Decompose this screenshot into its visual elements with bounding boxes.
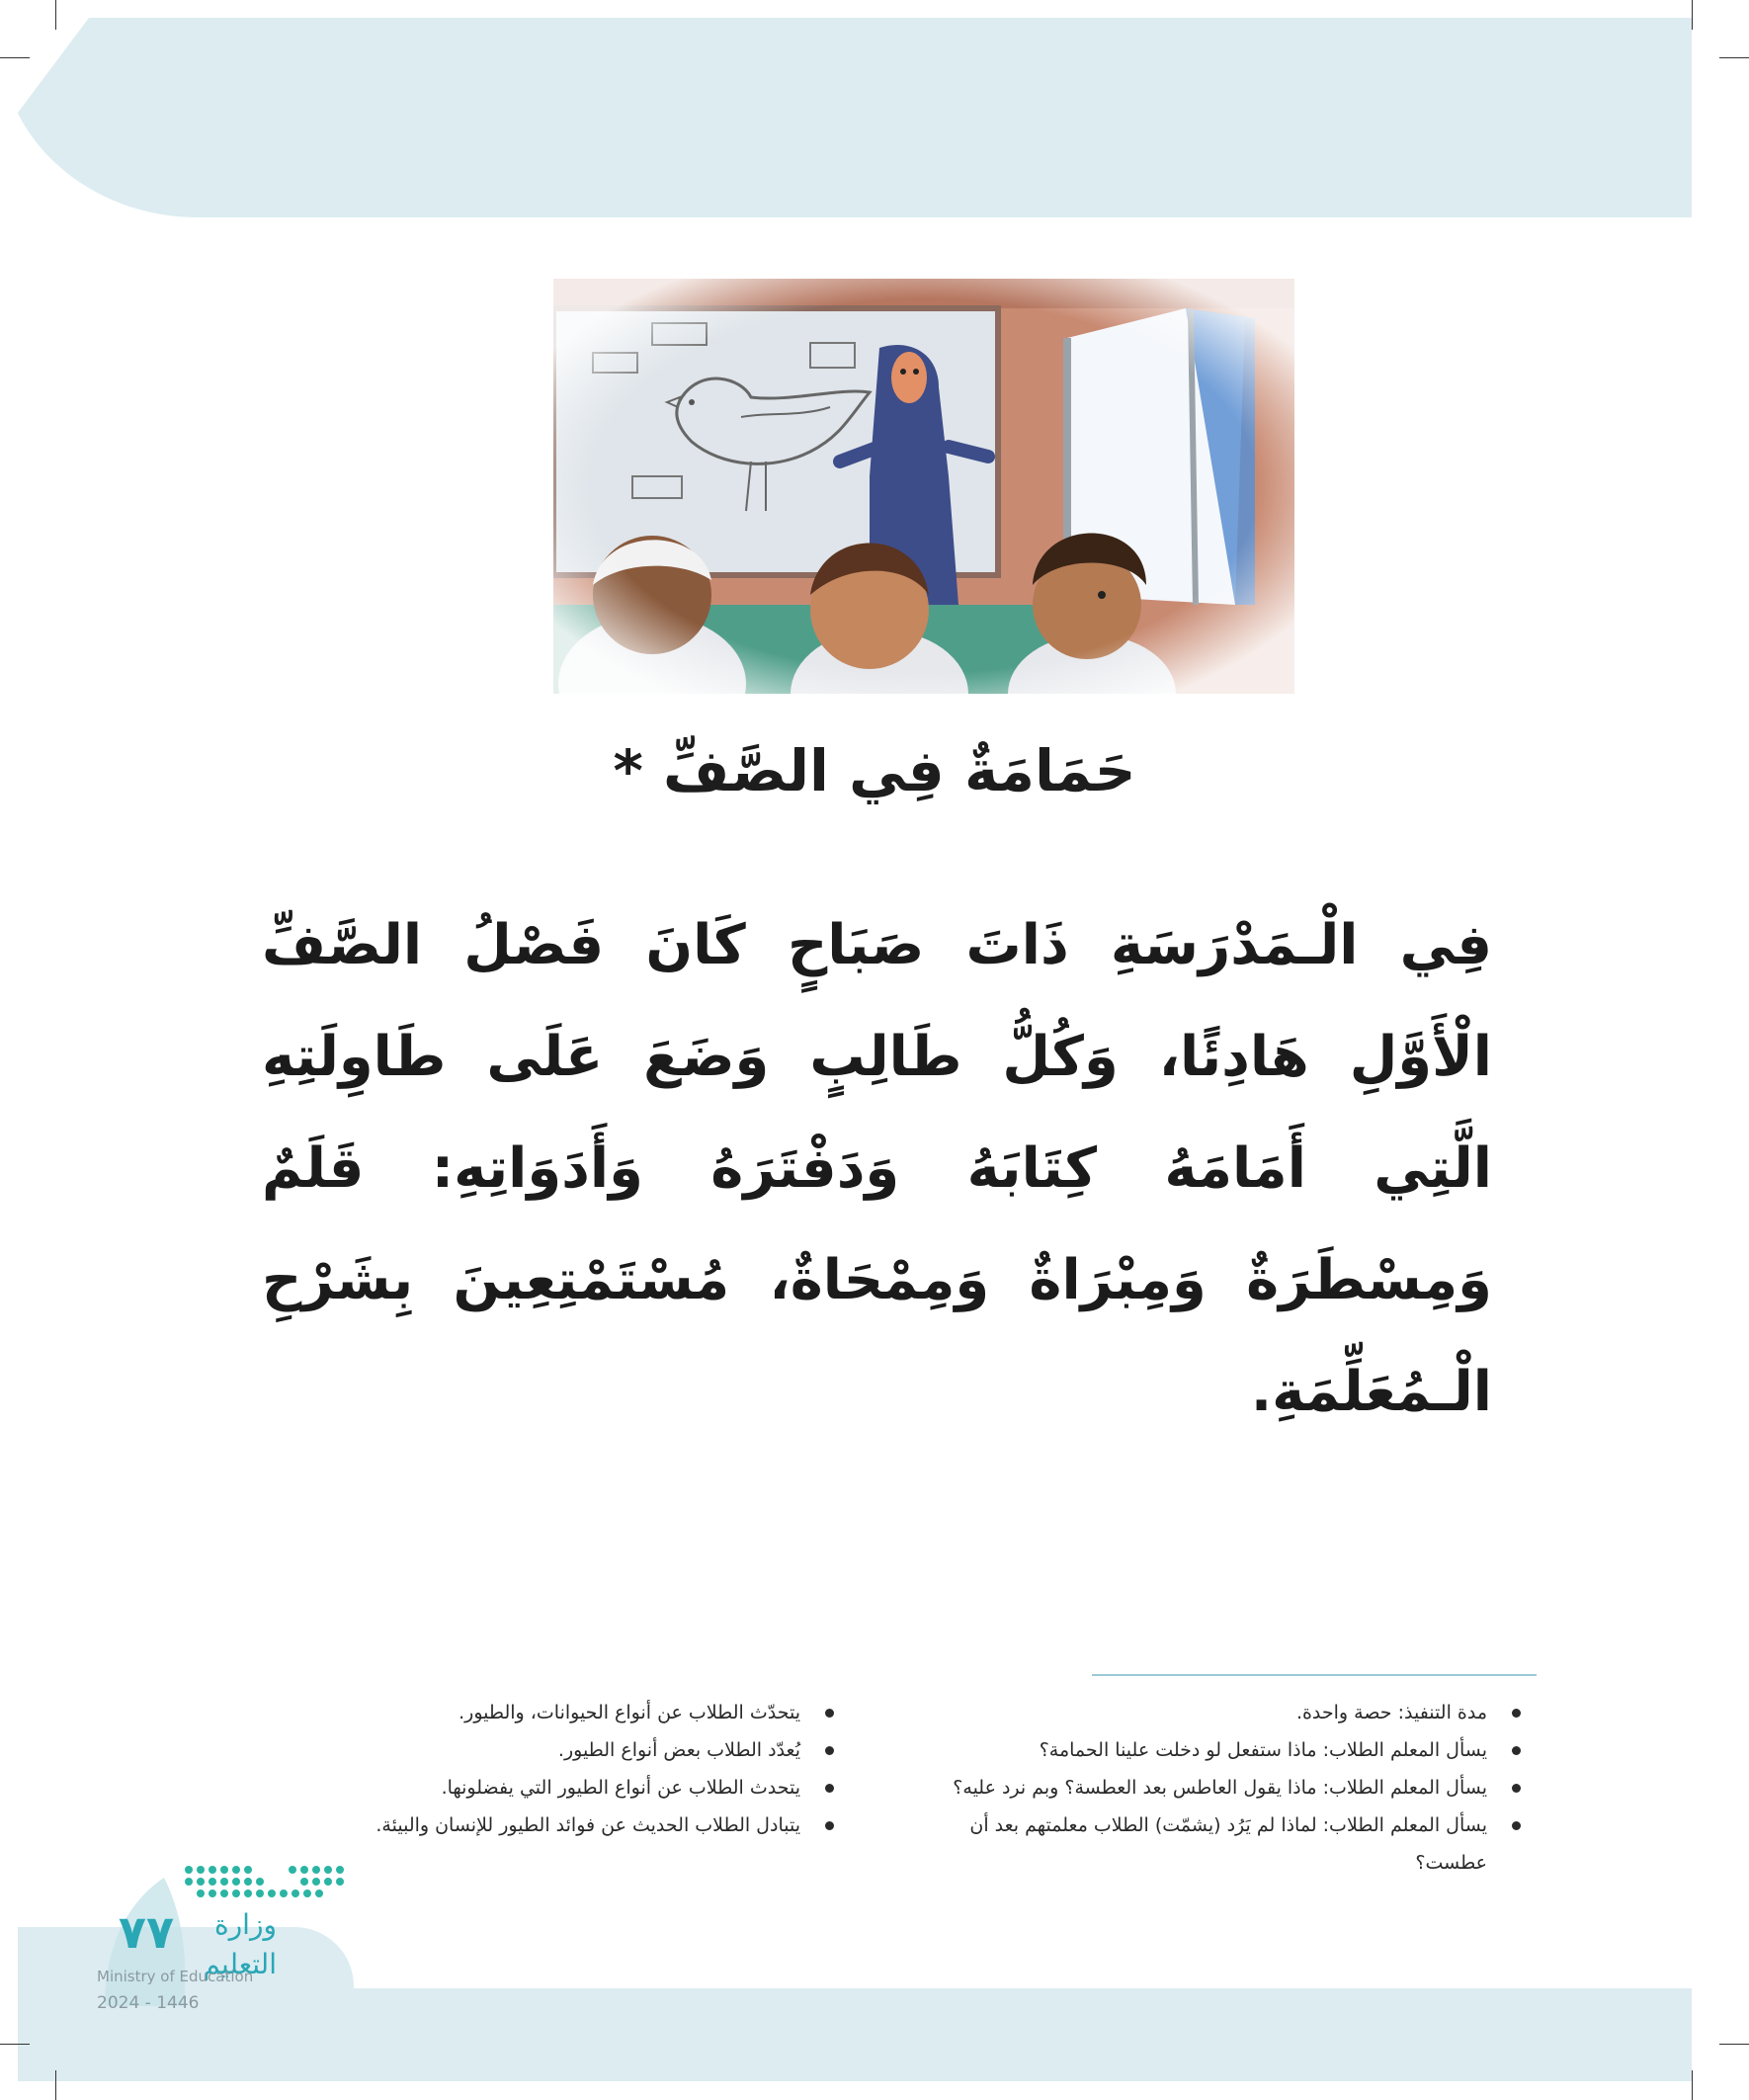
teacher-notes-left [287,1694,840,1844]
list-item: يسأل المعلم الطلاب: لماذا لم يَرُد (يشمّت) الطلاب معلمتهم بعد أن عطست؟ [894,1806,1527,1882]
crop-mark [0,2044,30,2045]
top-decor-band [0,18,1692,217]
crop-mark [1692,0,1693,30]
list-item: يتحدث الطلاب عن أنواع الطيور التي يفضلونها. [287,1769,840,1806]
notes-divider [1092,1674,1537,1676]
list-item: يسأل المعلم الطلاب: ماذا يقول العاطس بعد العطسة؟ وبم نرد عليه؟ [894,1769,1527,1806]
crop-mark [0,57,30,58]
crop-mark [1692,2070,1693,2100]
teacher-notes-right [894,1694,1527,1882]
list-item: يسأل المعلم الطلاب: ماذا ستفعل لو دخلت علينا الحمامة؟ [894,1731,1527,1769]
page-number: ٧٧ [118,1905,175,1959]
classroom-illustration [553,279,1294,694]
edition-year: 2024 - 1446 [97,1993,200,2013]
crop-mark [1719,2044,1749,2045]
crop-mark [55,0,56,30]
list-item: يتبادل الطلاب الحديث عن فوائد الطيور للإنسان والبيئة. [287,1806,840,1844]
ministry-name-en: Ministry of Education [97,1968,254,1985]
list-item: يتحدّث الطلاب عن أنواع الحيوانات، والطيور. [287,1694,840,1731]
list-item: مدة التنفيذ: حصة واحدة. [894,1694,1527,1731]
list-item: يُعدّد الطلاب بعض أنواع الطيور. [287,1731,840,1769]
story-title: حَمَامَةٌ فِي الصَّفِّ * [613,737,1136,804]
story-paragraph: فِي الْـمَدْرَسَةِ ذَاتَ صَبَاحٍ كَانَ فَصْلُ الصَّفِّ الْأَوَّلِ هَادِئًا، وَكُلُّ طَالِبٍ وَضَعَ عَلَى طَاوِلَتِهِ الَّتِي أَمَامَهُ كِتَابَهُ وَدَفْتَرَهُ وَأَدَوَاتِهِ: قَلَمٌ وَمِسْطَرَةٌ وَمِبْرَاةٌ وَمِمْحَاةٌ، مُسْتَمْتِعِينَ بِشَرْحِ الْـمُعَلِّمَةِ. [262,913,1492,1424]
crop-mark [55,2070,56,2100]
crop-mark [1719,57,1749,58]
ministry-name-ar: وزارة التعليم [203,1908,277,1980]
